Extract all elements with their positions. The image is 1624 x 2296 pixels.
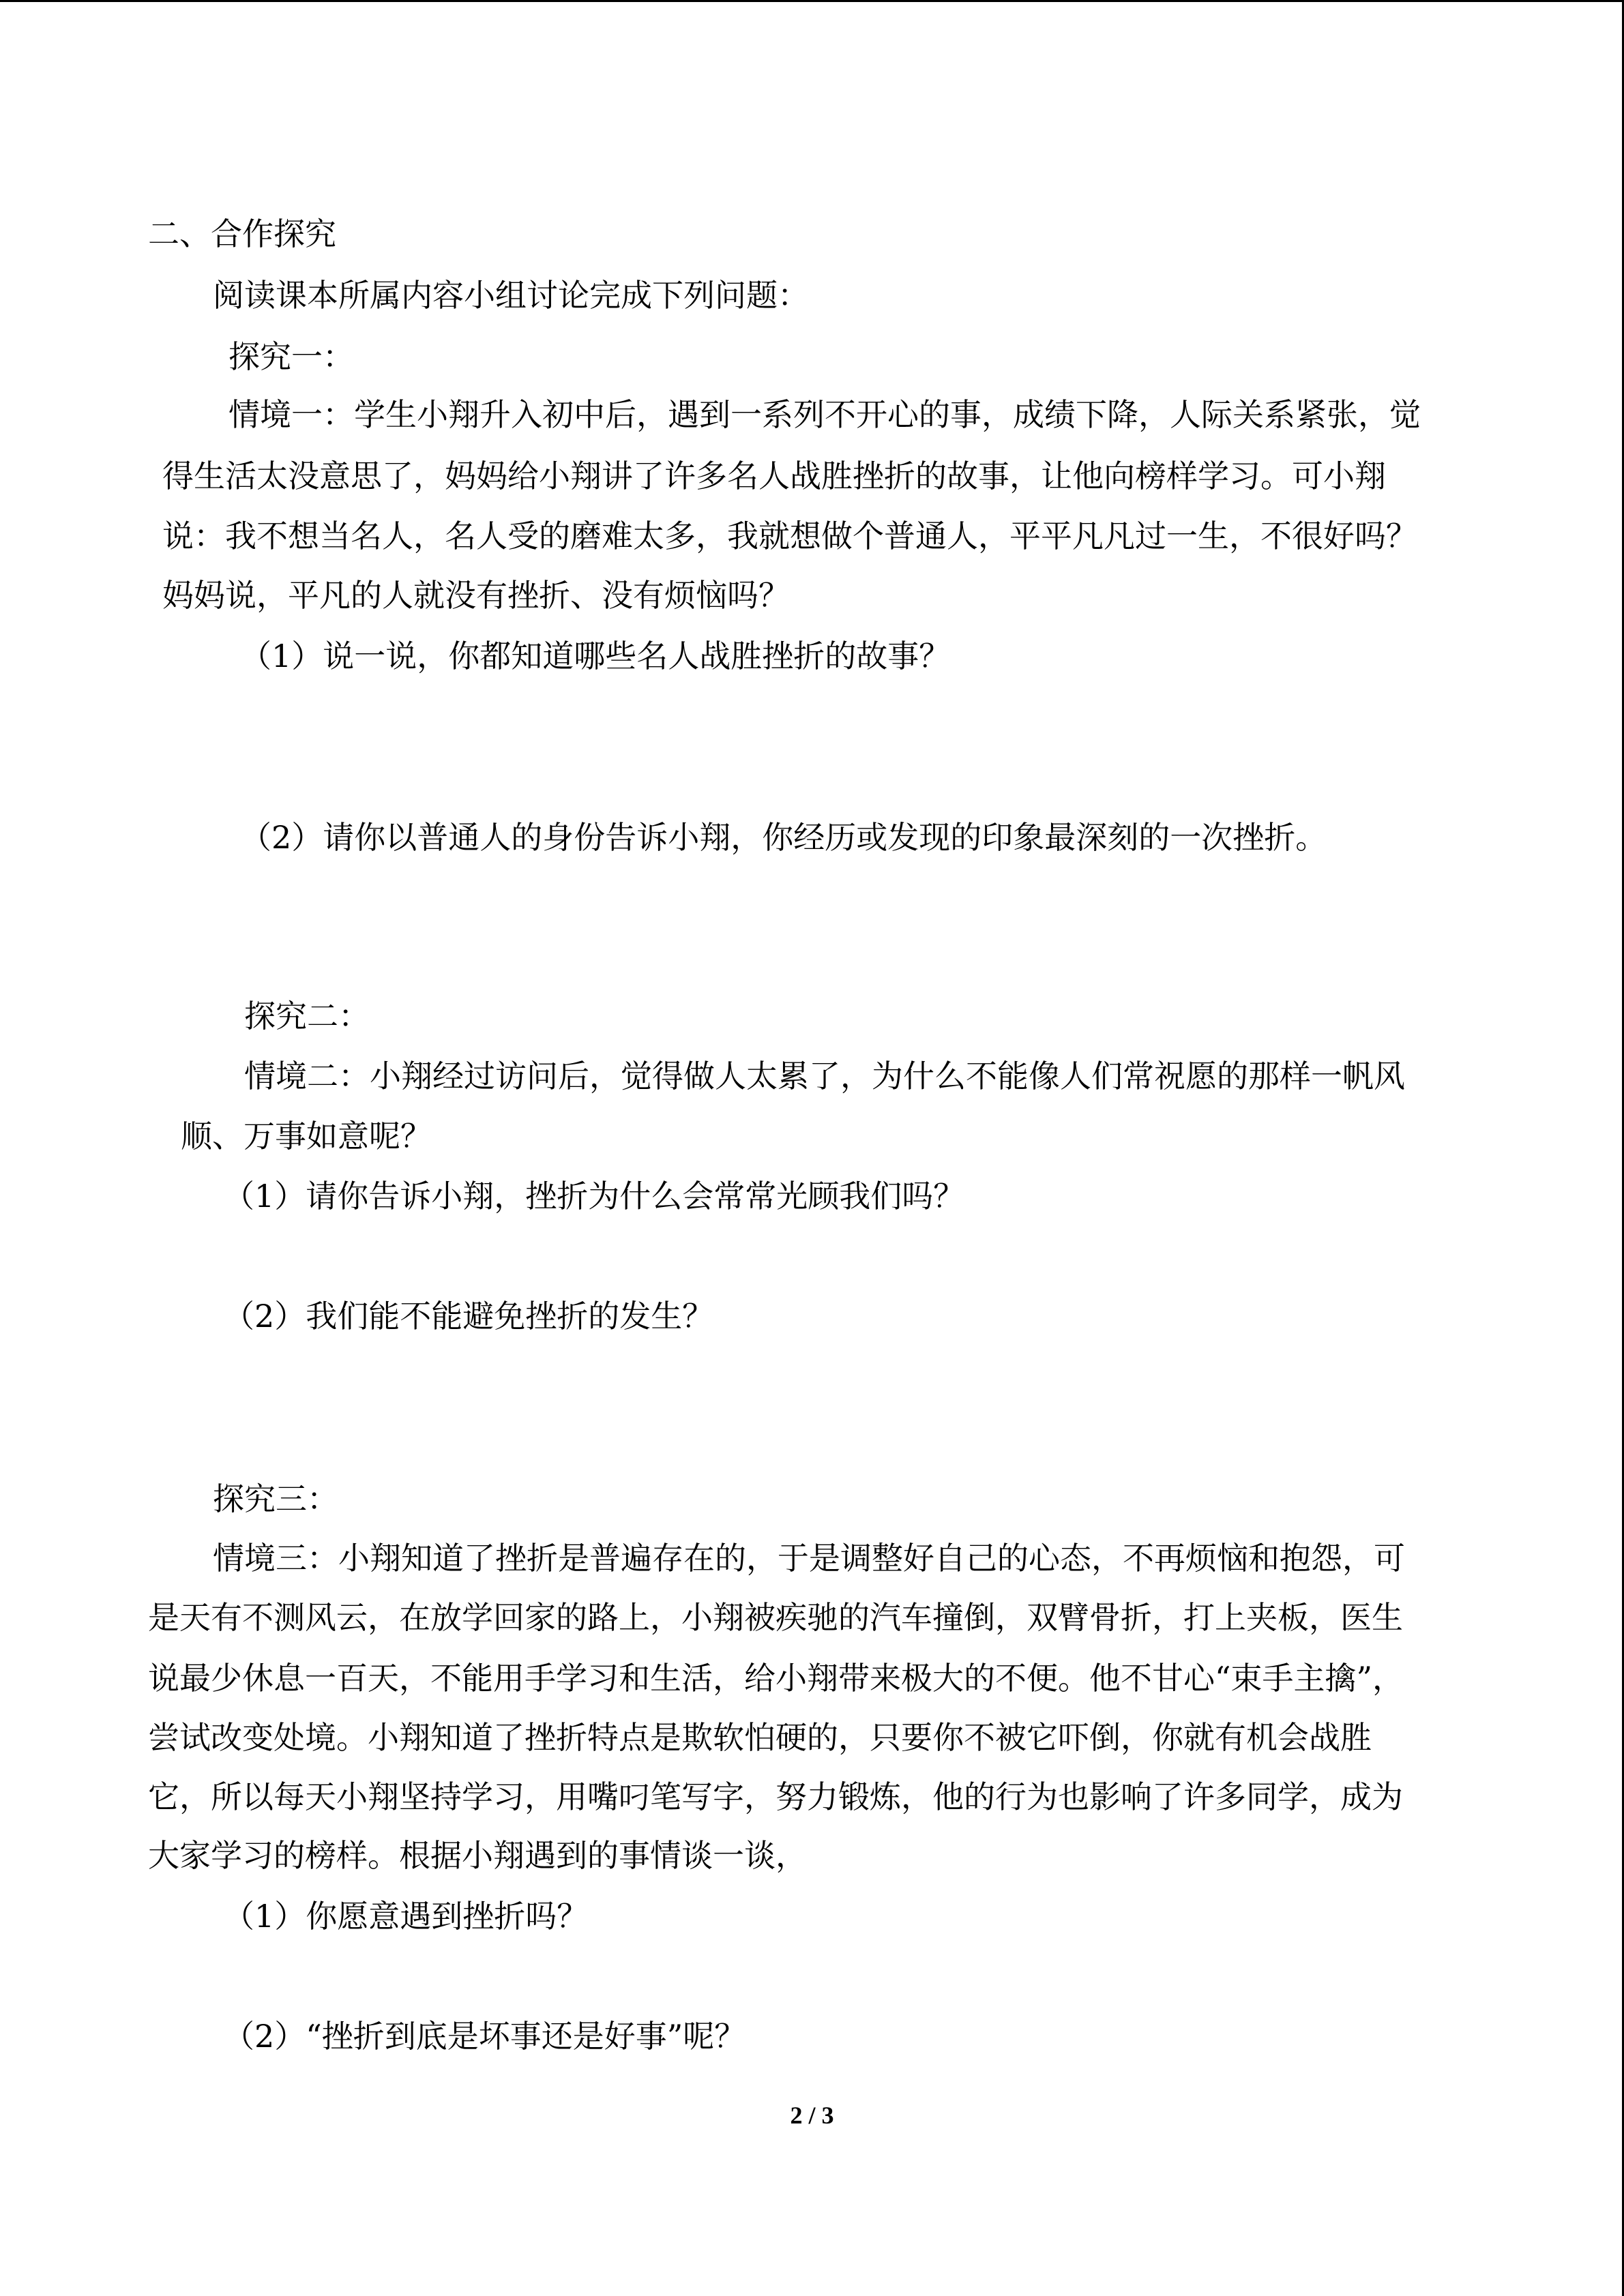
inquiry-3-title: 探究三： (213, 1480, 338, 1517)
inquiry-3-question-2: （2）“挫折到底是坏事还是好事”呢？ (223, 2018, 746, 2055)
page-number: 2 / 3 (790, 2102, 834, 2129)
inquiry-1-question-1: （1）说一说，你都知道哪些名人战胜挫折的故事？ (240, 638, 951, 674)
inquiry-3-scenario-line: 尝试改变处境。小翔知道了挫折特点是欺软怕硬的，只要你不被它吓倒，你就有机会战胜 (148, 1719, 1372, 1756)
inquiry-2-scenario-line: 顺、万事如意呢？ (181, 1118, 432, 1154)
inquiry-1-scenario-line: 妈妈说，平凡的人就没有挫折、没有烦恼吗？ (162, 577, 790, 614)
inquiry-2-question-2: （2）我们能不能避免挫折的发生？ (223, 1298, 714, 1335)
inquiry-3-scenario-line: 它，所以每天小翔坚持学习，用嘴叼笔写字，努力锻炼，他的行为也影响了许多同学，成为 (148, 1778, 1403, 1815)
inquiry-3-scenario-line: 说最少休息一百天，不能用手学习和生活，给小翔带来极大的不便。他不甘心“束手主擒”， (148, 1660, 1404, 1697)
inquiry-3-question-1: （1）你愿意遇到挫折吗？ (223, 1898, 589, 1935)
inquiry-1-scenario-line: 得生活太没意思了，妈妈给小翔讲了许多名人战胜挫折的故事，让他向榜样学习。可小翔 (162, 458, 1386, 494)
inquiry-3-scenario-line: 情境三：小翔知道了挫折是普遍存在的，于是调整好自己的心态，不再烦恼和抱怨，可 (213, 1540, 1405, 1577)
inquiry-3-scenario-line: 大家学习的榜样。根据小翔遇到的事情谈一谈， (148, 1837, 807, 1874)
inquiry-1-scenario-line: 情境一：学生小翔升入初中后，遇到一系列不开心的事，成绩下降，人际关系紧张，觉 (228, 396, 1421, 433)
inquiry-1-scenario-line: 说：我不想当名人，名人受的磨难太多，我就想做个普通人，平平凡凡过一生，不很好吗？ (162, 518, 1417, 554)
inquiry-2-question-1: （1）请你告诉小翔，挫折为什么会常常光顾我们吗？ (223, 1178, 965, 1214)
intro-text: 阅读课本所属内容小组讨论完成下列问题： (213, 277, 809, 314)
page-border-top (0, 0, 1624, 2)
inquiry-2-title: 探究二： (244, 998, 370, 1034)
section-heading: 二、合作探究 (148, 215, 336, 252)
inquiry-1-question-2: （2）请你以普通人的身份告诉小翔，你经历或发现的印象最深刻的一次挫折。 (240, 819, 1327, 856)
inquiry-1-title: 探究一： (228, 338, 354, 375)
inquiry-2-scenario-line: 情境二：小翔经过访问后，觉得做人太累了，为什么不能像人们常祝愿的那样一帆风 (244, 1058, 1405, 1094)
inquiry-3-scenario-line: 是天有不测风云，在放学回家的路上，小翔被疾驰的汽车撞倒，双臂骨折，打上夹板，医生 (148, 1599, 1403, 1636)
